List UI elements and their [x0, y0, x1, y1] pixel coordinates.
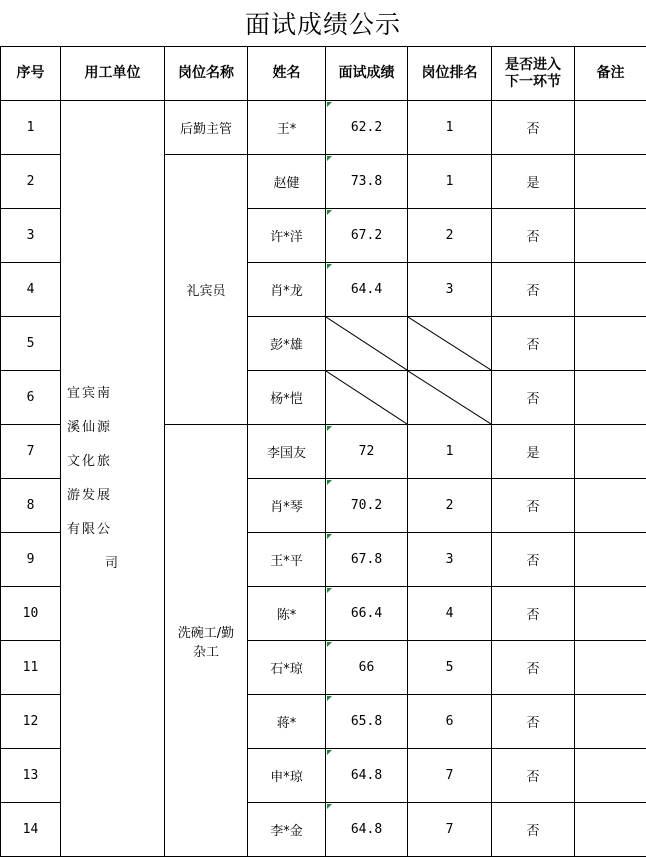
header-rank: 岗位排名 [408, 47, 492, 101]
cell-seq: 10 [1, 587, 61, 641]
cell-score: 62.2 [326, 101, 408, 155]
cell-name: 申*琼 [248, 749, 326, 803]
cell-next: 否 [492, 587, 575, 641]
cell-seq: 4 [1, 263, 61, 317]
cell-name: 许*洋 [248, 209, 326, 263]
cell-post-dishwasher [165, 425, 248, 857]
cell-score: 67.8 [326, 533, 408, 587]
post-line: 杂工 [192, 644, 219, 660]
cell-company [61, 101, 165, 857]
cell-remark [575, 479, 646, 533]
cell-rank: 1 [408, 425, 492, 479]
cell-score: 66 [326, 641, 408, 695]
cell-score: 72 [326, 425, 408, 479]
cell-rank: 1 [408, 101, 492, 155]
cell-score: 73.8 [326, 155, 408, 209]
cell-name: 赵健 [248, 155, 326, 209]
cell-next: 否 [492, 803, 575, 857]
cell-rank: 3 [408, 263, 492, 317]
header-score: 面试成绩 [326, 47, 408, 101]
cell-rank: 4 [408, 587, 492, 641]
cell-score: 67.2 [326, 209, 408, 263]
score-table [0, 46, 646, 857]
cell-next: 否 [492, 371, 575, 425]
company-line: 游发展 [67, 487, 113, 503]
cell-rank: 2 [408, 479, 492, 533]
cell-seq: 12 [1, 695, 61, 749]
cell-name: 肖*琴 [248, 479, 326, 533]
cell-rank: 5 [408, 641, 492, 695]
cell-remark [575, 425, 646, 479]
cell-name: 石*琼 [248, 641, 326, 695]
cell-score: 66.4 [326, 587, 408, 641]
cell-remark [575, 803, 646, 857]
cell-name: 杨*恺 [248, 371, 326, 425]
cell-rank: 3 [408, 533, 492, 587]
table-row [1, 101, 646, 155]
header-next [492, 47, 575, 101]
cell-post-logistics: 后勤主管 [165, 101, 248, 155]
cell-seq: 2 [1, 155, 61, 209]
cell-next: 否 [492, 479, 575, 533]
header-remark: 备注 [575, 47, 646, 101]
cell-remark [575, 533, 646, 587]
cell-score: 64.4 [326, 263, 408, 317]
cell-next: 否 [492, 641, 575, 695]
cell-seq: 3 [1, 209, 61, 263]
post-line: 洗碗工/勤 [177, 625, 235, 641]
cell-seq: 5 [1, 317, 61, 371]
cell-rank-empty [408, 317, 492, 371]
cell-seq: 6 [1, 371, 61, 425]
cell-next: 否 [492, 749, 575, 803]
cell-remark [575, 749, 646, 803]
cell-score: 65.8 [326, 695, 408, 749]
cell-next: 否 [492, 317, 575, 371]
cell-next: 否 [492, 695, 575, 749]
cell-remark [575, 371, 646, 425]
header-name: 姓名 [248, 47, 326, 101]
header-next-line2: 下一环节 [505, 73, 561, 90]
cell-next: 否 [492, 263, 575, 317]
cell-name: 李*金 [248, 803, 326, 857]
cell-post-reception: 礼宾员 [165, 155, 248, 425]
cell-next: 是 [492, 425, 575, 479]
page-title: 面试成绩公示 [244, 10, 401, 39]
company-line: 司 [104, 555, 120, 571]
cell-name: 陈* [248, 587, 326, 641]
cell-seq: 1 [1, 101, 61, 155]
cell-rank: 6 [408, 695, 492, 749]
header-row [1, 47, 646, 101]
cell-remark [575, 641, 646, 695]
company-line: 宜宾南 [67, 385, 113, 401]
cell-next: 否 [492, 101, 575, 155]
cell-name: 彭*雄 [248, 317, 326, 371]
cell-name: 李国友 [248, 425, 326, 479]
cell-remark [575, 263, 646, 317]
header-next-line1: 是否进入 [505, 56, 561, 73]
cell-name: 肖*龙 [248, 263, 326, 317]
header-unit: 用工单位 [61, 47, 165, 101]
cell-name: 王*平 [248, 533, 326, 587]
company-line: 溪仙源 [67, 419, 113, 435]
cell-remark [575, 317, 646, 371]
cell-seq: 7 [1, 425, 61, 479]
cell-seq: 13 [1, 749, 61, 803]
cell-name: 蒋* [248, 695, 326, 749]
cell-next: 否 [492, 209, 575, 263]
cell-score: 64.8 [326, 749, 408, 803]
header-seq: 序号 [1, 47, 61, 101]
cell-next: 是 [492, 155, 575, 209]
cell-score-empty [326, 371, 408, 425]
cell-rank: 1 [408, 155, 492, 209]
cell-rank-empty [408, 371, 492, 425]
cell-remark [575, 587, 646, 641]
cell-rank: 2 [408, 209, 492, 263]
cell-score: 70.2 [326, 479, 408, 533]
cell-seq: 14 [1, 803, 61, 857]
company-line: 有限公 [67, 521, 113, 537]
cell-rank: 7 [408, 803, 492, 857]
cell-next: 否 [492, 533, 575, 587]
company-line: 文化旅 [67, 453, 113, 469]
cell-score: 64.8 [326, 803, 408, 857]
cell-remark [575, 101, 646, 155]
cell-rank: 7 [408, 749, 492, 803]
cell-remark [575, 695, 646, 749]
cell-name: 王* [248, 101, 326, 155]
cell-remark [575, 209, 646, 263]
cell-seq: 8 [1, 479, 61, 533]
header-post: 岗位名称 [165, 47, 248, 101]
cell-seq: 9 [1, 533, 61, 587]
cell-seq: 11 [1, 641, 61, 695]
cell-score-empty [326, 317, 408, 371]
cell-remark [575, 155, 646, 209]
